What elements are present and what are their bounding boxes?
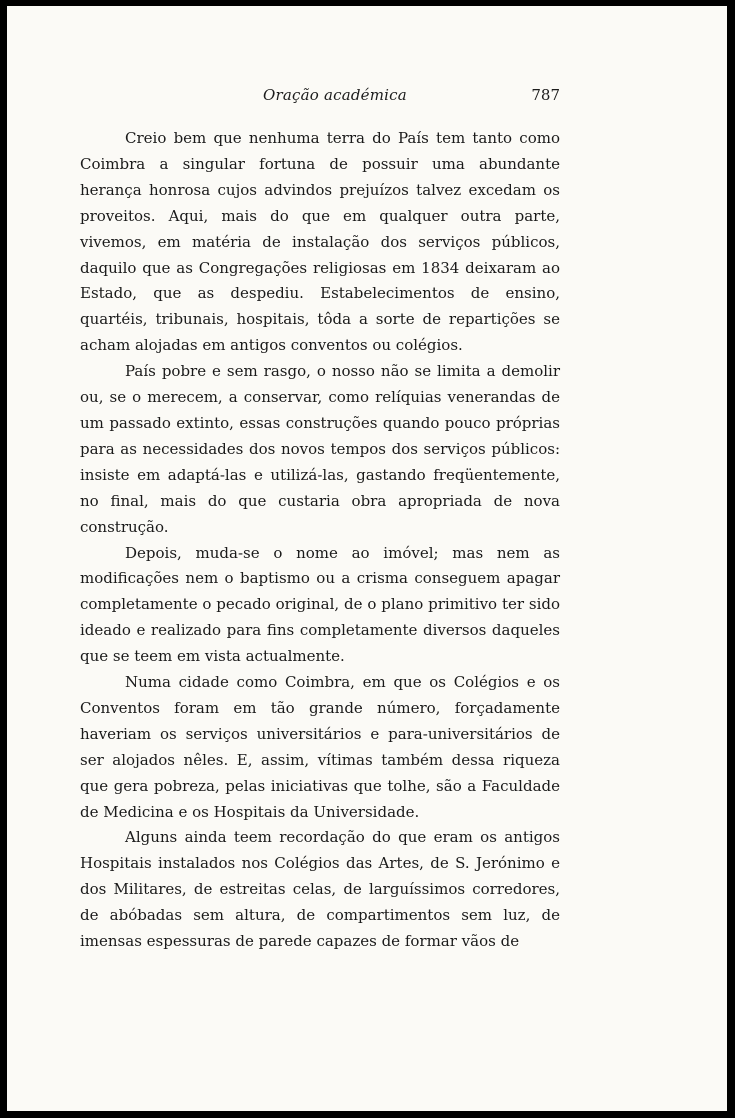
page-number: 787 xyxy=(531,86,560,104)
body-text xyxy=(80,126,560,955)
paragraph: Alguns ainda teem recordação do que eram os antigos Hospitais instalados nos Colégios das Artes, de S. Jerónimo e dos Militares, de estreitas celas, de larguíssimos corredores, de abóbadas sem altura, de compartimentos sem luz, de imensas espessuras de parede capazes de formar vãos de xyxy=(80,828,560,951)
paragraph: Depois, muda-se o nome ao imóvel; mas nem as modificações nem o baptismo ou a crisma conseguem apagar completamente o pecado original, de o plano primitivo ter sido ideado e realizado para fins completamente diversos daqueles que se teem em vista actualmente. xyxy=(80,543,560,666)
paragraph: País pobre e sem rasgo, o nosso não se limita a demolir ou, se o merecem, a conservar, como relíquias venerandas de um passado extinto, essas construções quando pouco próprias para as necessidades dos novos tempos dos serviços públicos: insiste em adaptá-las e utilizá-las, gastando freqüentemente, no final, mais do que custaria obra apropriada de nova construção. xyxy=(80,362,560,536)
page-header xyxy=(80,86,560,110)
running-title: Oração académica xyxy=(263,86,407,104)
paragraph: Numa cidade como Coimbra, em que os Colégios e os Conventos foram em tão grande número, forçadamente haveriam os serviços universitários e para-universitários de ser alojados nêles. E, assim, vítimas também dessa riqueza que gera pobreza, pelas iniciativas que tolhe, são a Faculdade de Medicina e os Hospitais da Universidade. xyxy=(80,673,560,821)
book-page xyxy=(7,6,727,1111)
paragraph: Creio bem que nenhuma terra do País tem tanto como Coimbra a singular fortuna de possuir uma abundante herança honrosa cujos advindos prejuízos talvez excedam os proveitos. Aqui, mais do que em qualquer outra parte, vivemos, em matéria de instalação dos serviços públicos, daquilo que as Congregações religiosas em 1834 deixaram ao Estado, que as despediu. Estabelecimentos de ensino, quartéis, tribunais, hospitais, tôda a sorte de repartições se acham alojadas em antigos conventos ou colégios. xyxy=(80,129,560,355)
